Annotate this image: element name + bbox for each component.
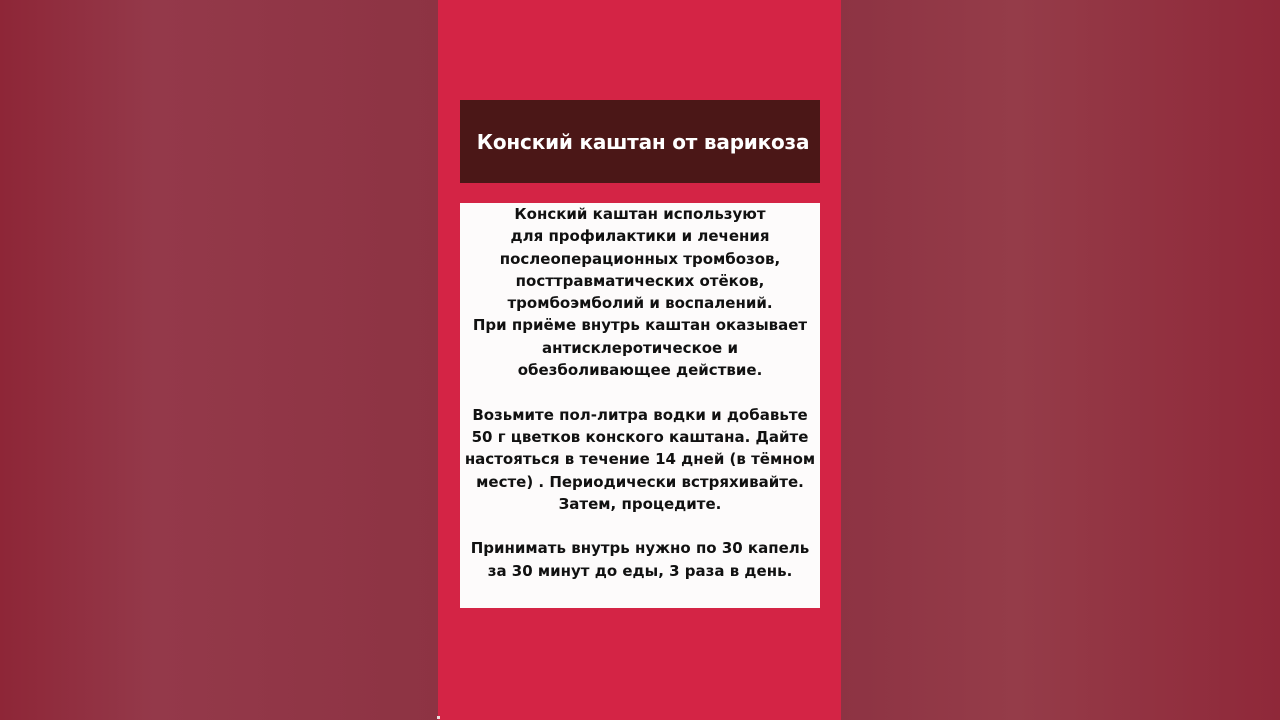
paragraph-spacer — [462, 381, 818, 403]
content-panel — [438, 0, 841, 720]
paragraph-description: Конский каштан используют для профилактики и лечения послеоперационных тромбозов, посттравматических отёков, тромбоэмболий и воспалений. При приёме внутрь каштан оказывает антисклеротическое и обезболивающее действие. — [472, 205, 808, 380]
paragraph-dosage: Принимать внутрь нужно по 30 капель за 30 минут до еды, 3 раза в день. — [470, 539, 810, 580]
paragraph-recipe: Возьмите пол-литра водки и добавьте 50 г цветков конского каштана. Дайте настояться в течение 14 дней (в тёмном месте) . Периодически встряхивайте. Затем, процедите. — [464, 405, 816, 513]
title-banner — [460, 100, 820, 183]
paragraph-spacer — [462, 515, 818, 537]
text-card — [460, 203, 820, 608]
blurred-background-left — [0, 0, 440, 720]
page-title: Конский каштан от варикоза — [476, 129, 810, 154]
corner-mark — [437, 716, 440, 719]
blurred-background-right — [840, 0, 1280, 720]
